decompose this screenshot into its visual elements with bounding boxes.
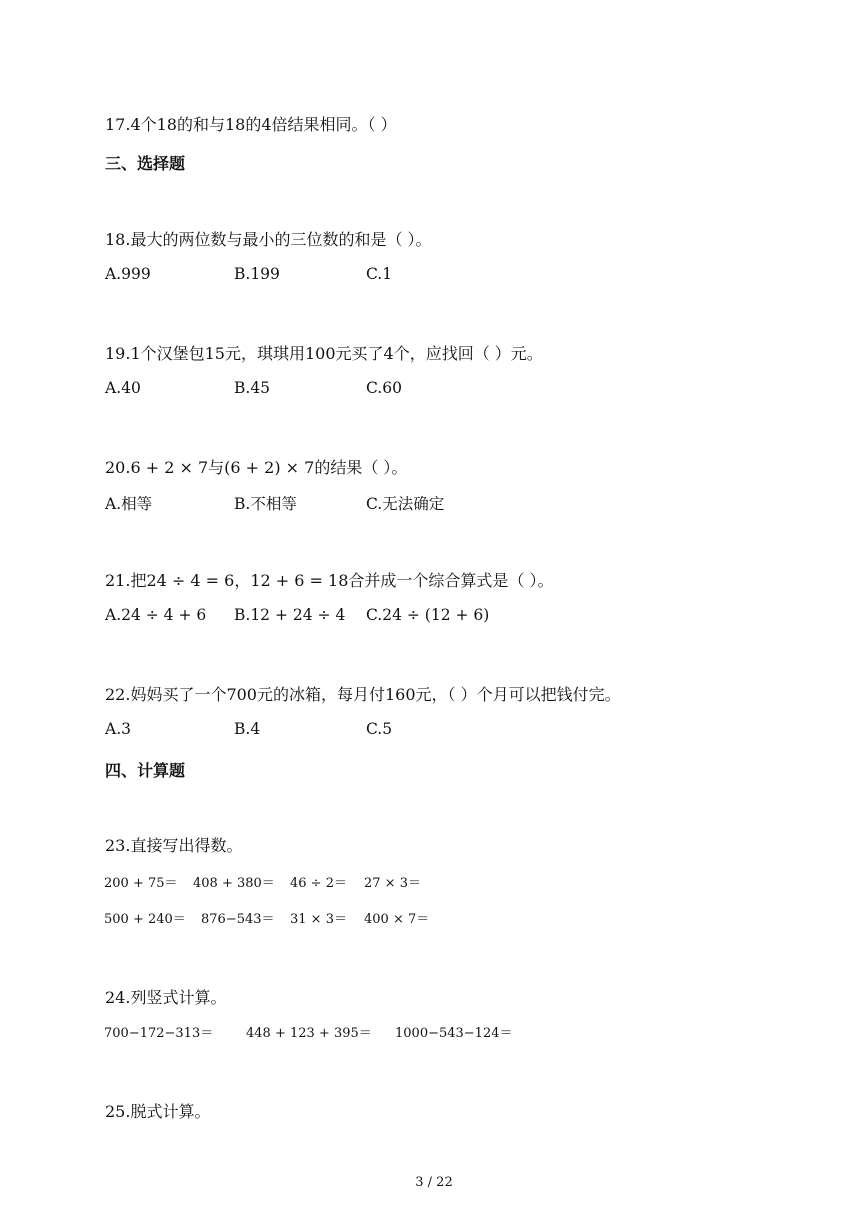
q21-option-a: A.24 ÷ 4 + 6 [105, 606, 207, 624]
q19-option-b: B.45 [234, 379, 271, 397]
question-24: 24.列竖式计算。 [105, 988, 227, 1007]
q22-option-a: A.3 [105, 720, 131, 738]
section-heading-choice: 三、选择题 [105, 154, 186, 173]
question-21: 21.把24 ÷ 4 = 6，12 + 6 = 18合并成一个综合算式是（ ）。 [105, 571, 554, 590]
q21-option-c: C.24 ÷ (12 + 6) [366, 606, 490, 624]
q23-item: 200 + 75＝ [104, 876, 178, 891]
q23-item: 400 × 7＝ [364, 912, 430, 927]
q20-option-a: A.相等 [105, 495, 153, 513]
q23-item: 46 ÷ 2＝ [290, 876, 347, 891]
q23-item: 876−543＝ [201, 912, 275, 927]
section-heading-calculation: 四、计算题 [105, 761, 186, 780]
question-25: 25.脱式计算。 [105, 1102, 211, 1121]
q21-option-b: B.12 + 24 ÷ 4 [234, 606, 346, 624]
q24-item: 448 + 123 + 395＝ [246, 1026, 372, 1041]
q23-item: 27 × 3＝ [364, 876, 421, 891]
q19-option-c: C.60 [366, 379, 402, 397]
q24-item: 700−172−313＝ [104, 1026, 214, 1041]
q18-option-b: B.199 [234, 265, 280, 283]
q23-item: 500 + 240＝ [104, 912, 186, 927]
question-18: 18.最大的两位数与最小的三位数的和是（ ）。 [105, 230, 432, 249]
q20-option-c: C.无法确定 [366, 495, 445, 513]
q18-option-a: A.999 [105, 265, 151, 283]
q22-option-c: C.5 [366, 720, 393, 738]
q20-option-b: B.不相等 [234, 495, 297, 513]
q23-item: 31 × 3＝ [290, 912, 347, 927]
question-23: 23.直接写出得数。 [105, 836, 243, 855]
page-number: 3 / 22 [415, 1175, 453, 1190]
question-22: 22.妈妈买了一个700元的冰箱，每月付160元，（ ）个月可以把钱付完。 [105, 685, 621, 704]
q19-option-a: A.40 [105, 379, 141, 397]
q18-option-c: C.1 [366, 265, 393, 283]
question-20: 20.6 + 2 × 7与(6 + 2) × 7的结果（ ）。 [105, 458, 408, 477]
q23-item: 408 + 380＝ [193, 876, 275, 891]
question-17: 17.4个18的和与18的4倍结果相同。（ ） [105, 115, 397, 134]
q22-option-b: B.4 [234, 720, 261, 738]
question-19: 19.1个汉堡包15元，琪琪用100元买了4个，应找回（ ）元。 [105, 344, 543, 363]
q24-item: 1000−543−124＝ [395, 1026, 513, 1041]
